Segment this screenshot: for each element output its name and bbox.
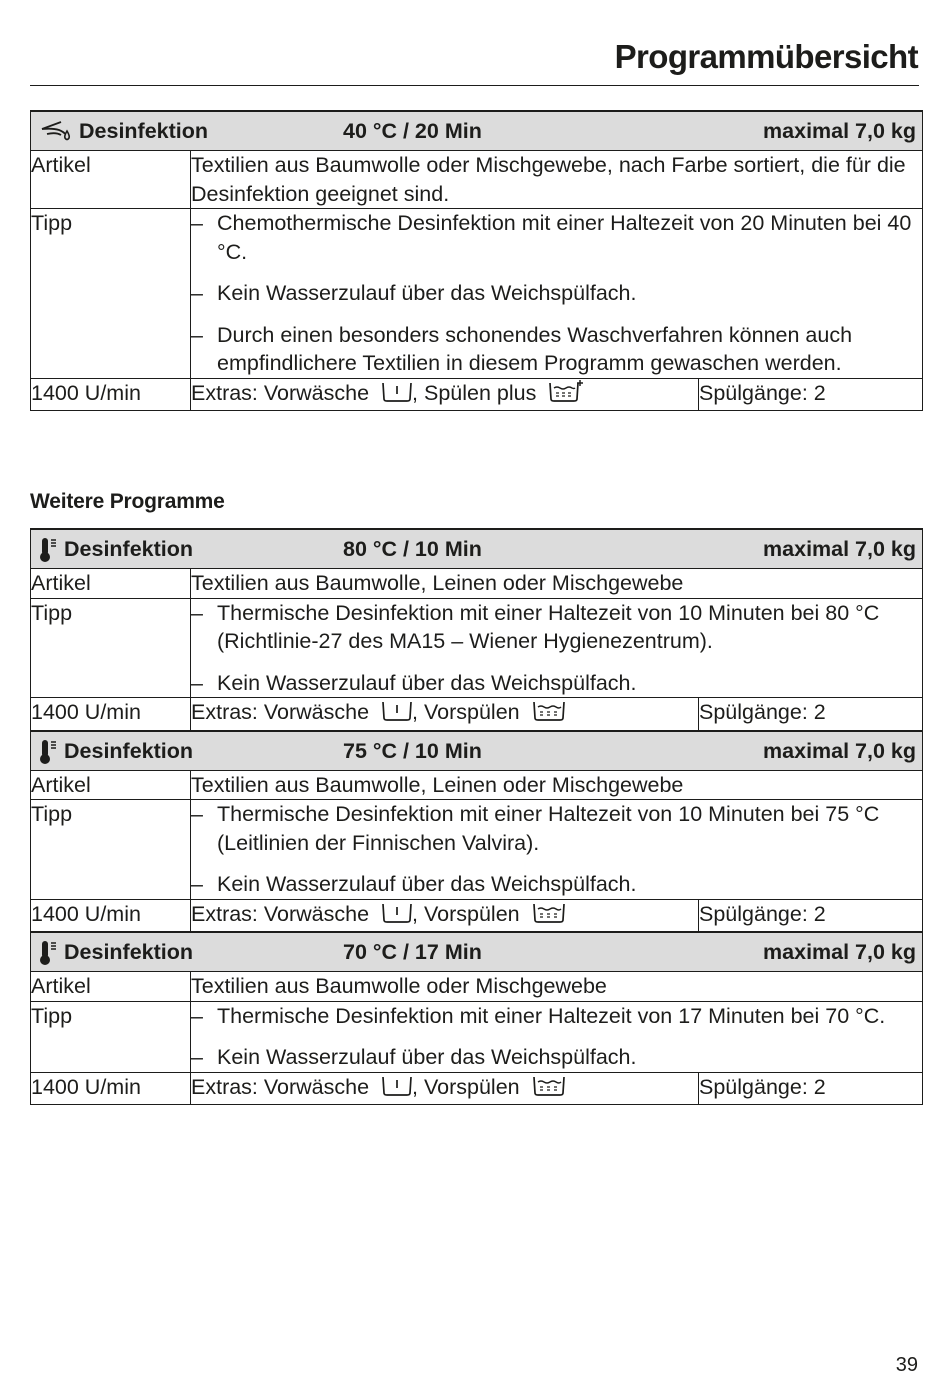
program-temp-time: 80 °C / 10 Min — [343, 537, 482, 561]
extras-second: , Vorspülen — [412, 1074, 520, 1099]
thermometer-icon — [39, 537, 59, 571]
spin-speed: 1400 U/min — [31, 899, 191, 932]
program-name: Desinfektion — [64, 940, 194, 964]
tipp-item: – Chemothermische Desinfektion mit einer Haltezeit von 20 Minuten bei 40 °C. — [191, 211, 912, 264]
program-table-further — [30, 528, 923, 1105]
page-title: Programmübersicht — [614, 38, 918, 75]
extras-prefix: Extras: Vorwäsche — [191, 1074, 370, 1099]
spin-speed: 1400 U/min — [31, 698, 191, 731]
further-programs-heading: Weitere Programme — [30, 490, 225, 513]
program-temp-time: 70 °C / 17 Min — [343, 940, 482, 964]
extras-prefix: Extras: Vorwäsche — [191, 380, 370, 405]
tipp-row — [31, 598, 923, 698]
tipp-item: – Durch einen besonders schonendes Waschverfahren können auch empfindlichere Textilien in diesem Programm gewaschen werden. — [191, 322, 853, 375]
tipp-label: Tipp — [31, 598, 191, 698]
program-max-load: maximal 7,0 kg — [763, 738, 917, 763]
spin-speed: 1400 U/min — [31, 1072, 191, 1105]
extras-cell — [191, 1072, 699, 1105]
rinse-count: Spülgänge: 2 — [699, 698, 923, 731]
tipp-label: Tipp — [31, 209, 191, 379]
artikel-label: Artikel — [31, 972, 191, 1002]
tipp-list — [191, 598, 923, 698]
program-table-main — [30, 110, 923, 411]
rinse-count: Spülgänge: 2 — [699, 1072, 923, 1105]
tipp-item: – Kein Wasserzulauf über das Weichspülfach. — [191, 872, 637, 896]
tipp-label: Tipp — [31, 1001, 191, 1072]
artikel-text: Textilien aus Baumwolle, Leinen oder Mischgewebe — [191, 569, 923, 599]
program-max-load: maximal 7,0 kg — [763, 940, 917, 964]
pre-rinse-icon — [532, 902, 566, 932]
artikel-text: Textilien aus Baumwolle oder Mischgewebe — [191, 972, 923, 1002]
extras-cell — [191, 378, 699, 411]
prewash-tub-icon — [381, 700, 413, 730]
extras-second: , Spülen plus — [412, 380, 537, 405]
tipp-item: – Kein Wasserzulauf über das Weichspülfach. — [191, 1045, 637, 1069]
program-header — [31, 529, 923, 569]
tipp-list — [191, 800, 923, 900]
program-name: Desinfektion — [64, 738, 194, 763]
rinse-count: Spülgänge: 2 — [699, 378, 923, 411]
program-header — [31, 932, 923, 972]
pre-rinse-icon — [532, 700, 566, 730]
extras-second: , Vorspülen — [412, 901, 520, 926]
artikel-row — [31, 972, 923, 1002]
program-max-load: maximal 7,0 kg — [763, 119, 917, 143]
prewash-tub-icon — [381, 902, 413, 932]
tipp-label: Tipp — [31, 800, 191, 900]
prewash-tub-icon — [381, 381, 413, 411]
artikel-label: Artikel — [31, 569, 191, 599]
tipp-list — [191, 1001, 923, 1072]
artikel-label: Artikel — [31, 151, 191, 209]
extras-second: , Vorspülen — [412, 700, 520, 724]
rinse-plus-icon — [548, 379, 584, 411]
prewash-tub-icon — [381, 1075, 413, 1105]
tipp-item: – Thermische Desinfektion mit einer Haltezeit von 17 Minuten bei 70 °C. — [191, 1003, 886, 1028]
page-number: 39 — [895, 1354, 918, 1376]
footer-row — [31, 899, 923, 932]
thermometer-icon — [39, 940, 59, 974]
artikel-text: Textilien aus Baumwolle oder Mischgewebe, nach Farbe sortiert, die für die Desinfektion geeignet sind. — [191, 151, 923, 209]
program-temp-time: 75 °C / 10 Min — [343, 738, 482, 763]
program-name: Desinfektion — [64, 537, 194, 561]
pre-rinse-icon — [532, 1075, 566, 1105]
spin-speed: 1400 U/min — [31, 378, 191, 411]
tipp-item: – Thermische Desinfektion mit einer Haltezeit von 10 Minuten bei 80 °C (Richtlinie-27 des MA15 – Wiener Hygienezentrum). — [191, 600, 880, 653]
footer-row — [31, 378, 923, 411]
artikel-text: Textilien aus Baumwolle, Leinen oder Mischgewebe — [191, 770, 923, 800]
program-header — [31, 111, 923, 151]
footer-row — [31, 698, 923, 731]
thermometer-icon — [39, 739, 59, 773]
program-max-load: maximal 7,0 kg — [763, 537, 917, 561]
tipp-item: – Thermische Desinfektion mit einer Haltezeit von 10 Minuten bei 75 °C (Leitlinien der Finnischen Valvira). — [191, 802, 880, 855]
program-name: Desinfektion — [79, 119, 209, 143]
extras-prefix: Extras: Vorwäsche — [191, 901, 370, 926]
tipp-item: – Kein Wasserzulauf über das Weichspülfach. — [191, 670, 637, 695]
extras-prefix: Extras: Vorwäsche — [191, 700, 370, 724]
artikel-row — [31, 569, 923, 599]
title-divider — [30, 85, 919, 86]
artikel-row — [31, 770, 923, 800]
program-header — [31, 731, 923, 771]
artikel-row — [31, 151, 923, 209]
extras-cell — [191, 698, 699, 731]
hand-wash-disinfection-icon — [39, 119, 73, 153]
program-temp-time: 40 °C / 20 Min — [343, 119, 482, 143]
tipp-row — [31, 209, 923, 379]
tipp-row — [31, 800, 923, 900]
rinse-count: Spülgänge: 2 — [699, 899, 923, 932]
tipp-list — [191, 209, 923, 379]
artikel-label: Artikel — [31, 770, 191, 800]
tipp-row — [31, 1001, 923, 1072]
extras-cell — [191, 899, 699, 932]
footer-row — [31, 1072, 923, 1105]
tipp-item: – Kein Wasserzulauf über das Weichspülfach. — [191, 281, 637, 305]
